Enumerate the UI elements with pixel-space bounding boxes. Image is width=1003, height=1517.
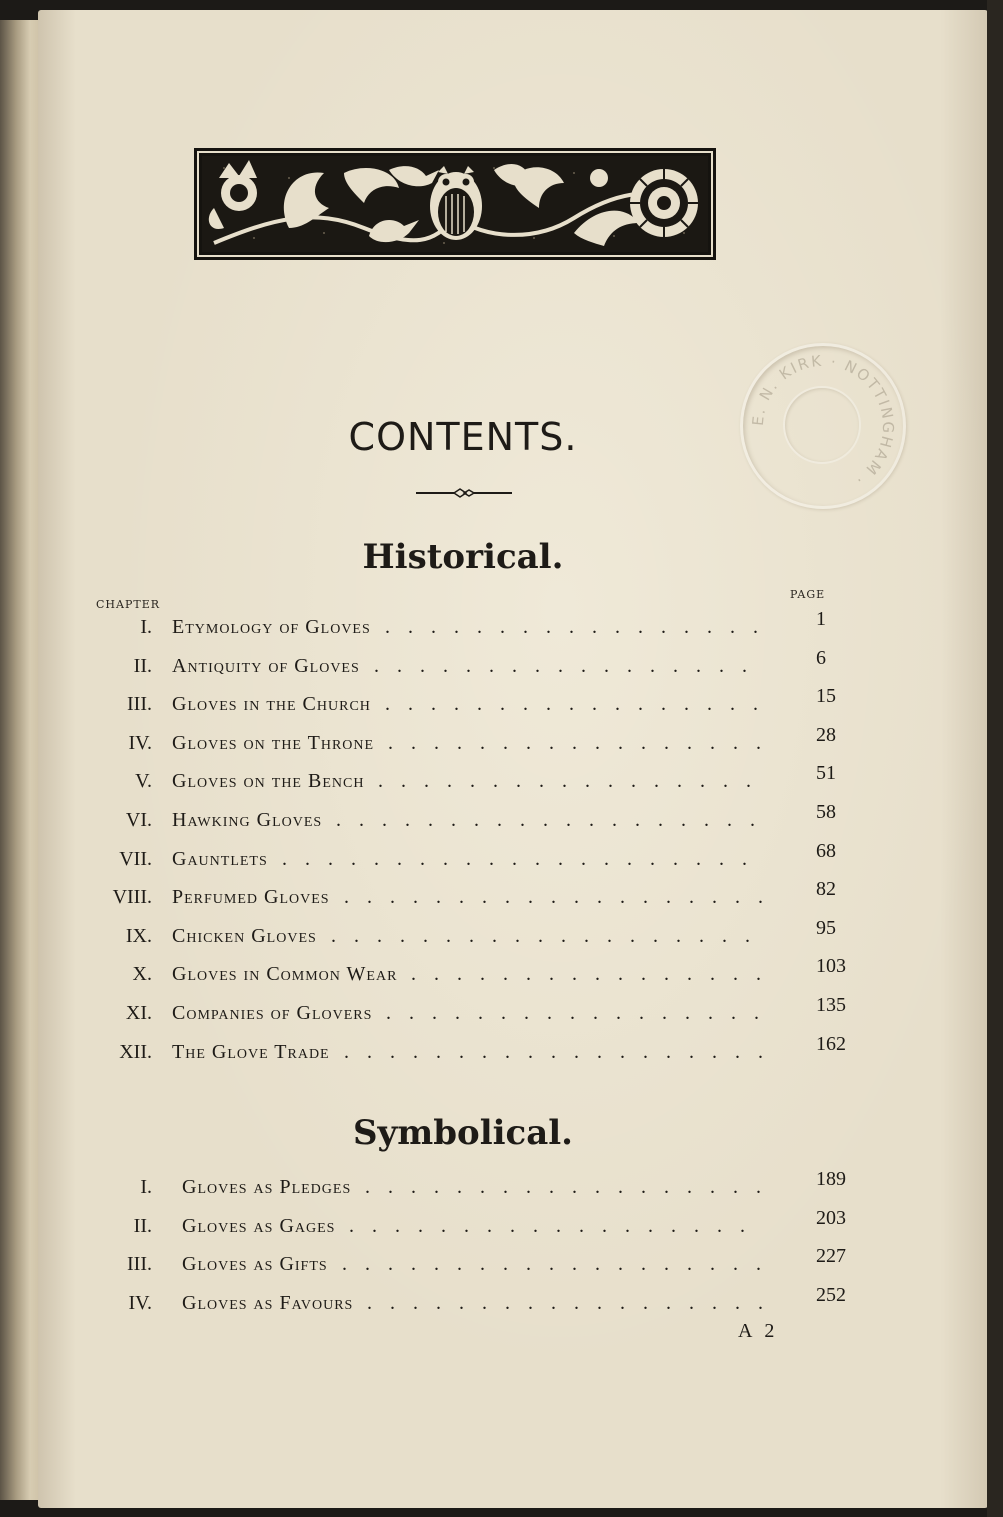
contents-entry (38, 646, 988, 685)
chapter-number: XI. (125, 1002, 152, 1024)
chapter-number: II. (133, 654, 152, 677)
chapter-title: Gloves as Gages (182, 1214, 336, 1237)
contents-entry (38, 685, 988, 723)
page-number: 252 (816, 1283, 846, 1306)
contents-entry (38, 1206, 988, 1245)
dot-leader: ................. (385, 616, 776, 638)
contents-entry (38, 762, 988, 800)
column-label-chapter: CHAPTER (96, 598, 161, 611)
contents-entry (38, 1245, 988, 1283)
chapter-number: III. (127, 1253, 152, 1276)
chapter-number: I. (140, 616, 152, 638)
page-number: 203 (816, 1206, 846, 1229)
chapter-title: Gloves as Gifts (182, 1253, 328, 1276)
dot-leader: ................... (344, 1040, 781, 1063)
page-number: 1 (816, 608, 826, 630)
chapter-title: Antiquity of Gloves (172, 654, 360, 677)
chapter-title: Gloves on the Throne (172, 731, 375, 754)
chapter-title: Gauntlets (172, 847, 268, 870)
contents-entry (38, 955, 988, 993)
chapter-number: I. (140, 1176, 152, 1198)
chapter-title: Gloves as Favours (182, 1291, 354, 1314)
dot-leader: ................. (385, 693, 776, 716)
dot-leader: ................. (388, 731, 779, 754)
page-number: 68 (816, 839, 836, 862)
contents-entry (38, 839, 988, 878)
dot-leader: .................. (367, 1291, 781, 1314)
chapter-number: III. (127, 693, 152, 716)
contents-entry (38, 1168, 988, 1206)
ornament-headpiece-image (194, 148, 716, 260)
dot-leader: ................... (336, 809, 773, 831)
page-number: 135 (816, 994, 846, 1016)
contents-entry (38, 994, 988, 1032)
dot-leader: ..................... (282, 847, 765, 870)
dot-leader: ................... (331, 924, 768, 947)
chapter-title: Companies of Glovers (172, 1002, 373, 1024)
contents-entry (38, 723, 988, 762)
dot-leader: .................. (349, 1214, 763, 1237)
chapter-number: XII. (119, 1040, 152, 1063)
chapter-title: Chicken Gloves (172, 924, 317, 947)
page-number: 227 (816, 1245, 846, 1268)
chapter-number: X. (132, 963, 152, 986)
page-number: 162 (816, 1032, 846, 1055)
chapter-number: IX. (125, 924, 152, 947)
book-cover-edge (987, 0, 1003, 1517)
chapter-title: Gloves in the Church (172, 693, 371, 716)
chapter-number: VI. (125, 809, 152, 831)
column-label-page: PAGE (790, 588, 826, 601)
chapter-number: IV. (128, 731, 152, 754)
chapter-title: Perfumed Gloves (172, 886, 330, 909)
book-page (38, 10, 988, 1508)
page-number: 15 (816, 685, 836, 708)
chapter-title: Hawking Gloves (172, 809, 323, 831)
page-number: 82 (816, 878, 836, 901)
chapter-title: The Glove Trade (172, 1040, 330, 1063)
contents-entry (38, 608, 988, 646)
dot-leader: .................. (365, 1176, 779, 1198)
page-number: 95 (816, 916, 836, 939)
dot-leader: ................. (386, 1002, 777, 1024)
chapter-number: IV. (128, 1291, 152, 1314)
page-number: 58 (816, 801, 836, 823)
page-number: 28 (816, 723, 836, 746)
chapter-number: VII. (119, 847, 152, 870)
contents-entry (38, 1032, 988, 1071)
ornamental-divider (416, 486, 512, 500)
dot-leader: ................. (378, 770, 769, 793)
contents-entry (38, 1283, 988, 1322)
dot-leader: ................... (342, 1253, 779, 1276)
chapter-title: Gloves in Common Wear (172, 963, 398, 986)
section-heading-symbolical: Symbolical. (352, 1113, 574, 1153)
chapter-number: II. (133, 1214, 152, 1237)
page-title: CONTENTS. (348, 415, 578, 459)
page-number: 189 (816, 1168, 846, 1190)
section-heading-historical: Historical. (362, 537, 564, 577)
dot-leader: ................ (411, 963, 779, 986)
page-number: 51 (816, 762, 836, 785)
chapter-number: VIII. (112, 886, 152, 909)
chapter-title: Etymology of Gloves (172, 616, 371, 638)
dot-leader: ................. (374, 654, 765, 677)
chapter-number: V. (135, 770, 152, 793)
page-number: 6 (816, 646, 826, 669)
contents-entry (38, 878, 988, 916)
contents-entry (38, 801, 988, 839)
dot-leader: ................... (344, 886, 781, 909)
svg-text:E. N. KIRK · NOTTINGHAM ·: E. N. KIRK · NOTTINGHAM · (748, 351, 898, 490)
chapter-title: Gloves on the Bench (172, 770, 365, 793)
chapter-title: Gloves as Pledges (182, 1176, 352, 1198)
previous-page-edge (0, 20, 40, 1500)
contents-entry (38, 916, 988, 955)
page-number: 103 (816, 955, 846, 978)
signature-mark: A 2 (738, 1320, 779, 1342)
